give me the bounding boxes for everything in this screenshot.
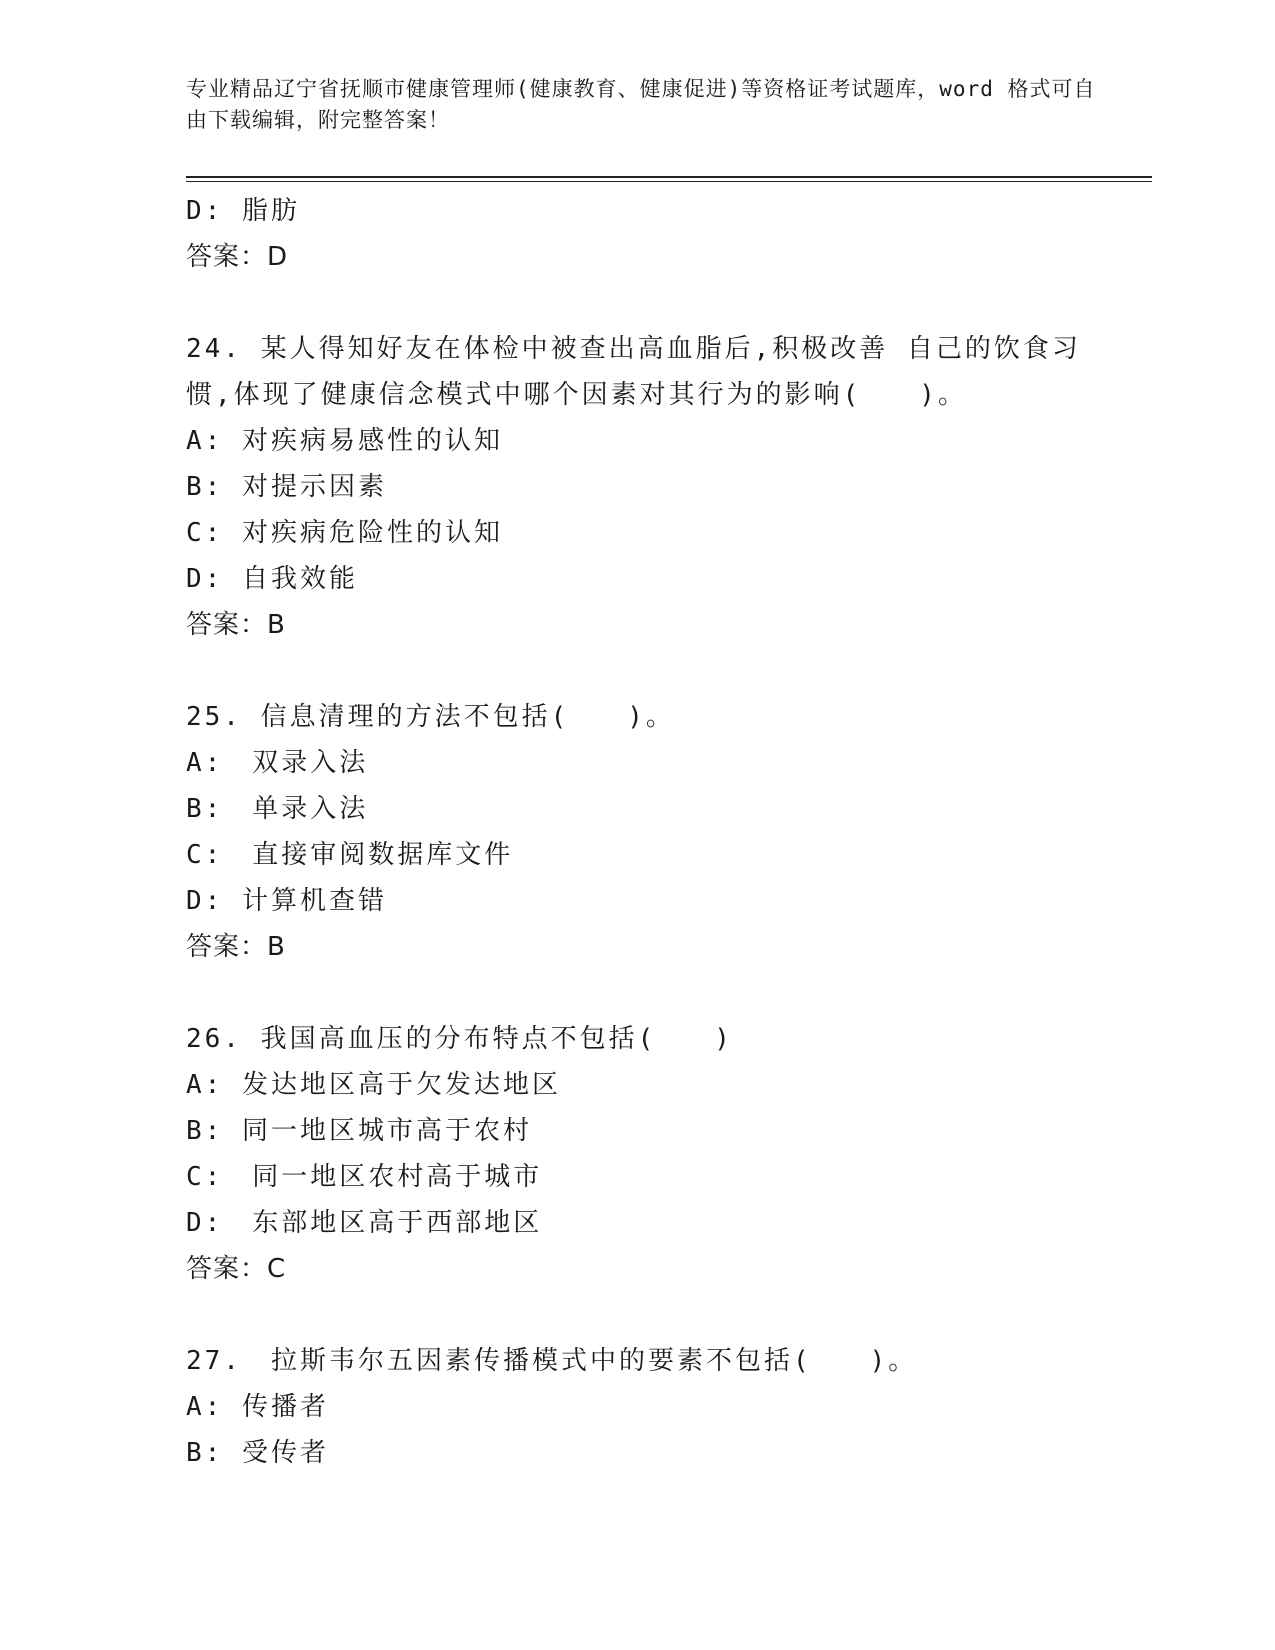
option-c: C: 直接审阅数据库文件	[186, 840, 514, 870]
option-a: A: 双录入法	[186, 748, 369, 778]
question-stem: 26. 我国高血压的分布特点不包括( )	[186, 1024, 733, 1054]
answer-line: 答案：B	[186, 610, 286, 640]
question-stem: 25. 信息清理的方法不包括( )。	[186, 702, 675, 732]
question-27	[186, 1338, 1106, 1476]
question-stem: 24. 某人得知好友在体检中被查出高血脂后,积极改善 自己的饮食习惯,体现了健康信念模式中哪个因素对其行为的影响( )。	[186, 334, 1081, 410]
option-b: B: 对提示因素	[186, 472, 387, 502]
option-d: D: 东部地区高于西部地区	[186, 1208, 543, 1238]
answer-line: 答案：B	[186, 932, 286, 962]
option-b: B: 同一地区城市高于农村	[186, 1116, 532, 1146]
option-b: B: 受传者	[186, 1438, 329, 1468]
question-25	[186, 694, 1106, 970]
option-c: C: 对疾病危险性的认知	[186, 518, 503, 548]
question-stem: 27. 拉斯韦尔五因素传播模式中的要素不包括( )。	[186, 1346, 918, 1376]
previous-question-tail	[186, 188, 1106, 280]
answer-line: 答案：D	[186, 242, 289, 272]
header-divider-thick	[186, 176, 1152, 178]
option-d: D: 自我效能	[186, 564, 358, 594]
answer-line: 答案：C	[186, 1254, 287, 1284]
option-b: B: 单录入法	[186, 794, 369, 824]
option-a: A: 对疾病易感性的认知	[186, 426, 503, 456]
option-d: D: 计算机查错	[186, 886, 387, 916]
question-24	[186, 326, 1106, 648]
option-a: A: 传播者	[186, 1392, 329, 1422]
document-header: 专业精品辽宁省抚顺市健康管理师(健康教育、健康促进)等资格证考试题库，word 格式可自由下载编辑，附完整答案！	[186, 77, 1096, 132]
question-list	[186, 188, 1106, 1476]
question-26	[186, 1016, 1106, 1292]
option-d: D: 脂肪	[186, 196, 300, 226]
header-divider-thin	[186, 181, 1152, 182]
option-c: C: 同一地区农村高于城市	[186, 1162, 543, 1192]
option-a: A: 发达地区高于欠发达地区	[186, 1070, 561, 1100]
